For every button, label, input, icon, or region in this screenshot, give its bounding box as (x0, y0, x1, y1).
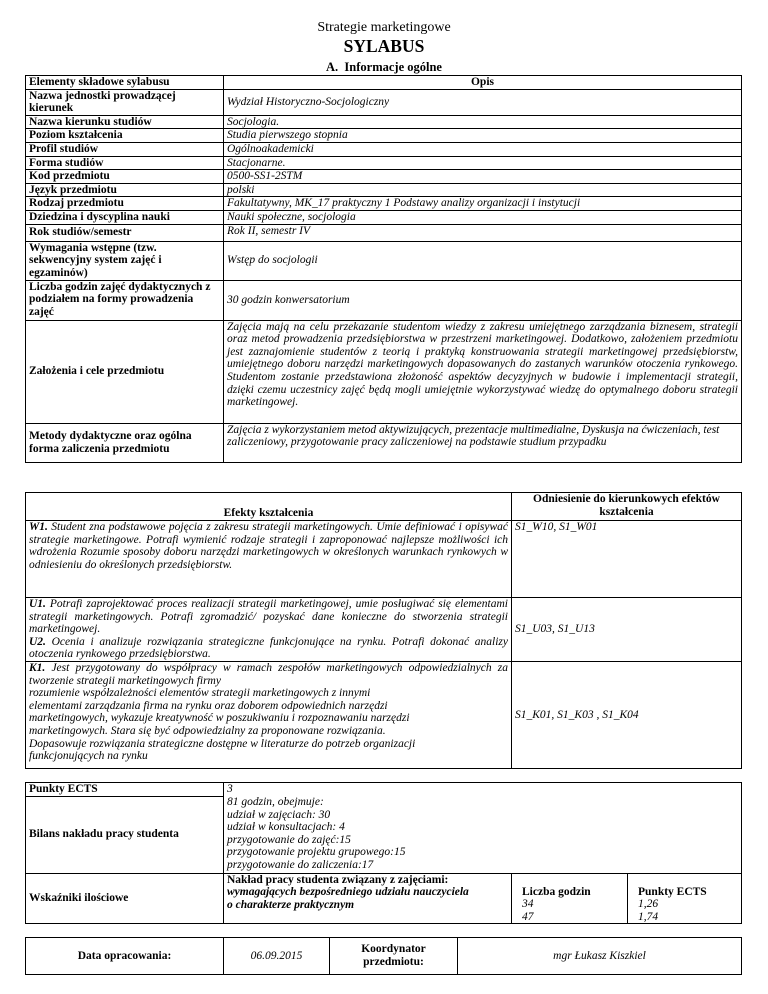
outcome-text: Jest przygotowany do współpracy w ramach zespołów marketingowych odpowiedzialnych za tworzenie strategii marketingowych firmy (29, 661, 508, 687)
outcome-reference: S1_U03, S1_U13 (512, 598, 742, 662)
info-value: Wydział Historyczno-Socjologiczny (224, 89, 742, 115)
section-heading: A. Informacje ogólne (326, 60, 442, 74)
info-value: Studia pierwszego stopnia (224, 129, 742, 143)
subject-title: Strategie marketingowe (317, 20, 451, 35)
info-value: Socjologia. (224, 115, 742, 129)
info-label: Nazwa jednostki prowadzącej kierunek (26, 89, 224, 115)
info-label: Kod przedmiotu (26, 170, 224, 184)
hours-header: Liczba godzin (522, 885, 591, 898)
info-value: polski (224, 183, 742, 197)
info-value: Zajęcia z wykorzystaniem metod aktywizujących, prezentacje multimedialne, Dyskusja na ćwiczeniach, test zaliczeniowy, przygotowanie pracy zaliczeniowej na podstawie studium przypadku (224, 423, 742, 462)
ects-value: 1,26 (638, 898, 659, 911)
info-label: Założenia i cele przedmiotu (26, 320, 224, 423)
info-label: Wymagania wstępne (tzw. sekwencyjny system zajęć i egzaminów) (26, 241, 224, 280)
balance-line: udział w konsultacjach: 4 (227, 821, 345, 834)
col-header-elements: Elementy składowe sylabusu (26, 76, 224, 90)
outcome-text: marketingowych, wykazuje kreatywność w poszukiwaniu i rozpoznawaniu narzędzi (29, 712, 410, 725)
outcome-text: marketingowych. Stara się być odpowiedzialny za proponowane rozwiązania. (29, 724, 386, 737)
ects-points-value: 3 (224, 783, 742, 797)
info-label: Nazwa kierunku studiów (26, 115, 224, 129)
outcome-text: funkcjonujących na rynku (29, 750, 148, 763)
info-value: 30 godzin konwersatorium (224, 280, 742, 320)
ects-header: Punkty ECTS (638, 885, 707, 898)
info-label: Poziom kształcenia (26, 129, 224, 143)
outcome-reference: S1_W10, S1_W01 (512, 521, 742, 598)
date-value: 06.09.2015 (224, 938, 330, 975)
document-title: SYLABUS (343, 36, 425, 56)
load-row-teacher: wymagających bezpośredniego udziału nauczyciela (227, 886, 469, 899)
outcome-k1 (26, 661, 512, 768)
info-label: Liczba godzin zajęć dydaktycznych z podziałem na formy prowadzenia zajęć (26, 280, 224, 320)
balance-line: udział w zajęciach: 30 (227, 808, 331, 821)
outcome-text: Ocenia i analizuje rozwiązania strategiczne funkcjonujące na rynku. Potrafi dokonać analizy otoczenia rynkowego przedsiębiorstwa. (29, 635, 508, 661)
ects-value: 1,74 (638, 910, 659, 923)
outcome-w1 (26, 521, 512, 598)
general-info-table (25, 75, 742, 463)
coordinator-value: mgr Łukasz Kiszkiel (458, 938, 742, 975)
workload-balance-label: Bilans nakładu pracy studenta (26, 796, 224, 873)
outcome-text: Potrafi zaprojektować proces realizacji strategii marketingowej, umie posługiwać się elementami strategii marketingowych. Potrafi zgromadzić/ pozyskać dane konieczne do stworzenia strategii marketingowej. (29, 598, 508, 636)
outcome-u (26, 598, 512, 662)
info-value: 0500-SS1-2STM (224, 170, 742, 184)
outcome-code: U2. (29, 635, 46, 648)
outcome-text: rozumienie współzależności elementów strategii marketingowych z innymi (29, 687, 371, 700)
outcome-code: K1. (29, 661, 46, 674)
info-label: Profil studiów (26, 142, 224, 156)
outcome-u1 (29, 598, 508, 635)
outcome-text: elementami zarządzania firma na rynku oraz doborem odpowiednich narzędzi (29, 699, 388, 712)
hours-value: 34 (522, 898, 534, 911)
info-label: Rodzaj przedmiotu (26, 197, 224, 211)
info-value: Wstęp do socjologii (224, 241, 742, 280)
outcome-reference: S1_K01, S1_K03 , S1_K04 (512, 661, 742, 768)
info-label: Dziedzina i dyscyplina nauki (26, 210, 224, 224)
info-value: Rok II, semestr IV (224, 224, 742, 241)
load-title: Nakład pracy studenta związany z zajęciami: (227, 873, 449, 886)
col-header-description: Opis (224, 76, 742, 90)
info-label: Forma studiów (26, 156, 224, 170)
info-value: Ogólnoakademicki (224, 142, 742, 156)
info-label: Metody dydaktyczne oraz ogólna forma zaliczenia przedmiotu (26, 423, 224, 462)
balance-line: przygotowanie do zaliczenia:17 (227, 859, 374, 872)
coordinator-label: Koordynator przedmiotu: (330, 938, 458, 975)
balance-line: 81 godzin, obejmuje: (227, 796, 324, 809)
info-value: Zajęcia mają na celu przekazanie studentom wiedzy z zakresu umiejętnego zarządzania biznesem, strategii oraz metod prowadzenia przedsiębiorstwa w przestrzeni marketingowej. Dodatkowo, założeniem przedmiotu jest zaznajomienie studentów z teorią i praktyką konstruowania strategii marketingowej przedsiębiorstw, umiejętnego doboru narzędzi marketingowych dopasowanych do zastanych warunków otoczenia rynkowego. Studentom zostanie przedstawiona złożoność aspektów decyzyjnych w budowie i implementacji strategii, dzięki czemu uczestnicy zajęć będą mogli umiejętnie wykorzystywać wiedzę do optymalnego doboru strategii marketingowej. (224, 320, 742, 423)
hours-column (512, 873, 628, 924)
outcome-code: W1. (29, 521, 48, 533)
workload-balance (224, 796, 742, 873)
date-label: Data opracowania: (26, 938, 224, 975)
outcome-u2 (29, 636, 508, 661)
hours-value: 47 (522, 910, 534, 923)
outcome-text: Student zna podstawowe pojęcia z zakresu strategii marketingowych. Umie definiować i opisywać strategie marketingowe. Potrafi wymienić rodzaje strategii i zaproponować najlepsze możliwości ich wdrożenia Rozumie sposoby doboru narzędzi marketingowych w określonych warunkach rynkowych w odniesieniu do określonych przedsiębiorstw. (29, 521, 508, 571)
outcome-code: U1. (29, 598, 46, 610)
col-header-outcomes: Efekty kształcenia (26, 493, 512, 521)
info-value: Fakultatywny, MK_17 praktyczny 1 Podstawy analizy organizacji i instytucji (224, 197, 742, 211)
ects-table (25, 782, 742, 924)
info-label: Język przedmiotu (26, 183, 224, 197)
footer-table (25, 937, 742, 975)
ects-column (628, 873, 742, 924)
load-description (224, 873, 512, 924)
balance-line: przygotowanie projektu grupowego:15 (227, 846, 406, 859)
info-value: Stacjonarne. (224, 156, 742, 170)
indicators-label: Wskaźniki ilościowe (26, 873, 224, 924)
balance-line: przygotowanie do zajęć:15 (227, 833, 351, 846)
info-value: Nauki społeczne, socjologia (224, 210, 742, 224)
learning-outcomes-table (25, 492, 742, 769)
ects-points-label: Punkty ECTS (26, 783, 224, 797)
info-label: Rok studiów/semestr (26, 224, 224, 241)
load-row-practical: o charakterze praktycznym (227, 898, 355, 911)
outcome-text: Dopasowuje rozwiązania strategiczne dostępne w literaturze do potrzeb organizacji (29, 737, 416, 750)
col-header-references: Odniesienie do kierunkowych efektów kształcenia (512, 493, 742, 521)
